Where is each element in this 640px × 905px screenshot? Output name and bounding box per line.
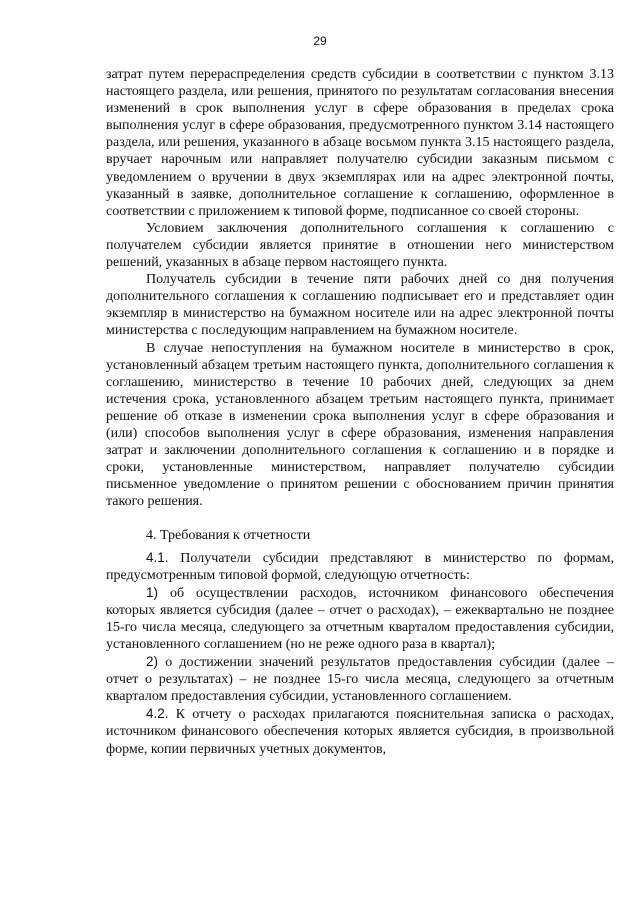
list-text: о достижении значений результатов предоставления субсидии (далее – отчет о результатах) – не позднее 15-го числа месяца, следующего за отчетным кварталом предоставления субсидии, установленного соглашением.	[106, 655, 614, 705]
paragraph: Условием заключения дополнительного соглашения к соглашению с получателем субсидии является принятие в отношении него министерством решений, указанных в абзаце первом настоящего пункта.	[106, 220, 614, 271]
page-number: 29	[313, 34, 327, 48]
clause-text: Получатели субсидии представляют в министерство по формам, предусмотренным типовой формой, следующую отчетность:	[106, 550, 614, 583]
list-number: 2)	[146, 654, 159, 670]
clause-number: 4.2.	[146, 706, 169, 722]
clause-number: 4.1.	[146, 549, 169, 565]
document-body	[106, 66, 614, 758]
list-number: 1)	[146, 584, 159, 600]
list-item	[106, 584, 614, 653]
list-text: об осуществлении расходов, источником финансового обеспечения которых является субсидия (далее – отчет о расходах), – ежеквартально не позднее 15-го числа месяца, следующего за отчетным кварталом предоставления субсидии, установленного соглашением (но не реже одного раза в квартал);	[106, 585, 614, 652]
paragraph: Получатель субсидии в течение пяти рабочих дней со дня получения дополнительного соглашения к соглашению подписывает его и представляет один экземпляр в министерство на бумажном носителе или на адрес электронной почты министерства с последующим направлением на бумажном носителе.	[106, 272, 614, 339]
paragraph: В случае непоступления на бумажном носителе в министерство в срок, установленный абзацем третьим настоящего пункта, дополнительного соглашения к соглашению, министерство в течение 10 рабочих дней, следующих за днем истечения срока, установленного абзацем третьим настоящего пункта, принимает решение об отказе в изменении срока выполнения услуг в сфере образования и (или) способов выполнения услуг в сфере образования, изменения направления затрат и заключении дополнительного соглашения к соглашению и в порядке и сроки, установленные министерством, направляет получателю субсидии письменное уведомление о принятом решении с обоснованием причин принятия такого решения.	[106, 340, 614, 510]
clause-text: К отчету о расходах прилагаются пояснительная записка о расходах, источником финансового обеспечения которых является субсидия, в произвольной форме, копии первичных учетных документов,	[106, 707, 614, 757]
paragraph	[106, 549, 614, 584]
list-item	[106, 653, 614, 705]
paragraph	[106, 705, 614, 757]
section-heading: 4. Требования к отчетности	[146, 528, 311, 544]
paragraph: затрат путем перераспределения средств субсидии в соответствии с пунктом 3.13 настоящего раздела, или решения, принятого по результатам согласования внесения изменений в срок выполнения услуг в сфере образования в пределах срока выполнения услуг в сфере образования, предусмотренного пунктом 3.14 настоящего раздела, или решения, указанного в абзаце восьмом пункта 3.15 настоящего раздела, вручает нарочным или направляет получателю субсидии заказным письмом с уведомлением о вручении в двух экземплярах или на адрес электронной почты, указанный в заявке, дополнительное соглашение к соглашению, оформленное в соответствии с приложением к типовой форме, подписанное со своей стороны.	[106, 67, 614, 219]
